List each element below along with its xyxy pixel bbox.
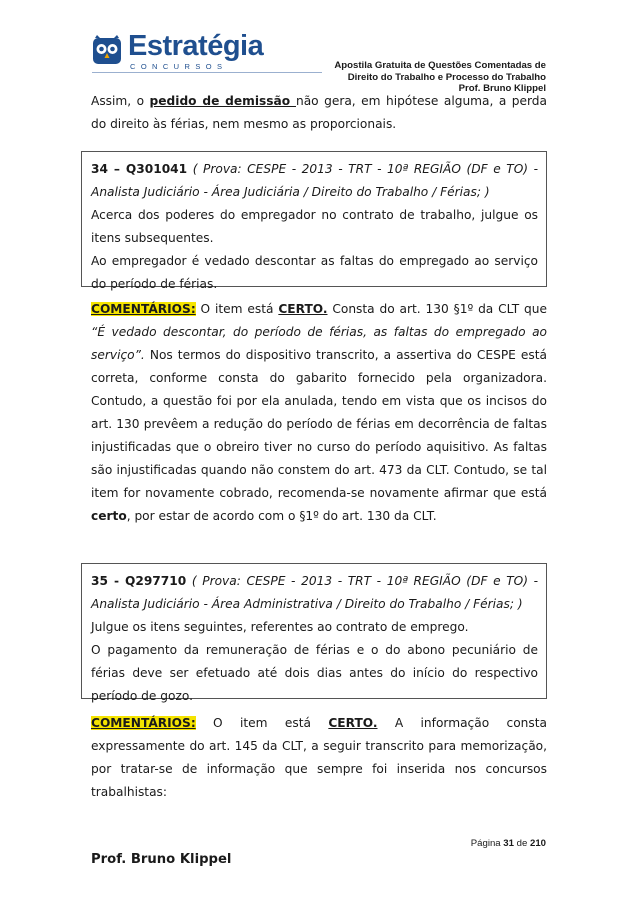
logo-subtitle: CONCURSOS <box>130 62 228 71</box>
comment-34-certo: certo <box>91 509 127 523</box>
comment-35-verdict: CERTO. <box>328 716 378 730</box>
question-35-box <box>81 563 547 703</box>
header-line-1: Apostila Gratuita de Questões Comentadas de <box>334 60 546 71</box>
page-label: Página <box>470 838 504 849</box>
comment-34-text-2: Consta do art. 130 §1º da CLT que <box>327 302 547 316</box>
question-34-stem: Acerca dos poderes do empregador no contrato de trabalho, julgue os itens subsequentes. <box>91 208 538 245</box>
comment-35-label: COMENTÁRIOS: <box>91 716 196 730</box>
question-35-id: 35 - Q297710 <box>91 574 187 588</box>
intro-term: pedido de demissão <box>149 94 296 108</box>
comment-35-text-1: O item está <box>195 716 329 730</box>
comment-34-verdict: CERTO. <box>278 302 328 316</box>
question-35-item: O pagamento da remuneração de férias e o do abono pecuniário de férias deve ser efetuado até dois dias antes do início do respectivo período de gozo. <box>91 643 538 703</box>
question-34-source: ( Prova: CESPE - 2013 - TRT - 10ª REGIÃO (DF e TO) - Analista Judiciário - Área Judiciária / Direito do Trabalho / Férias; ) <box>91 162 538 199</box>
intro-text-2: não gera, em hipótese alguma, a perda do direito às férias, nem mesmo as proporcionais. <box>91 94 547 131</box>
page-number <box>471 838 546 849</box>
logo-divider <box>92 72 322 73</box>
comment-34-text-1: O item está <box>195 302 279 316</box>
footer-author: Prof. Bruno Klippel <box>91 852 232 867</box>
question-35-source: ( Prova: CESPE - 2013 - TRT - 10ª REGIÃO (DF e TO) - Analista Judiciário - Área Administrativa / Direito do Trabalho / Férias; ) <box>91 574 538 611</box>
comment-34-label: COMENTÁRIOS: <box>91 302 196 316</box>
owl-logo-icon <box>92 35 122 65</box>
intro-paragraph <box>91 90 547 136</box>
page-current: 31 <box>503 838 514 849</box>
question-34-item: Ao empregador é vedado descontar as faltas do empregado ao serviço do período de férias. <box>91 254 538 291</box>
question-34-id: 34 – Q301041 <box>91 162 188 176</box>
page-of-label: de <box>513 838 530 849</box>
page-total: 210 <box>529 838 546 849</box>
comment-34-text-4: , por estar de acordo com o §1º do art. 130 da CLT. <box>126 509 437 523</box>
comment-34 <box>91 298 547 528</box>
comment-34-quote: “É vedado descontar, do período de férias, as faltas do empregado ao serviço”. <box>91 325 547 362</box>
question-34-box <box>81 151 547 291</box>
header-line-2: Direito do Trabalho e Processo do Trabalho <box>347 71 546 83</box>
logo-wordmark: Estratégia <box>128 30 264 62</box>
intro-text-1: Assim, o <box>91 94 150 108</box>
header-line-3: Prof. Bruno Klippel <box>458 83 546 94</box>
comment-34-text-3: Nos termos do dispositivo transcrito, a assertiva do CESPE está correta, conforme consta do gabarito fornecido pela organizadora. Contudo, a questão foi por ela anulada, tendo em vista que os incisos do art. 130 prevêem a redução do período de férias em decorrência de faltas injustificadas que o obreiro tiver no curso do período aquisitivo. As faltas são injustificadas quando não constem do art. 473 da CLT. Contudo, se tal item for novamente cobrado, recomenda-se novamente afirmar que está <box>91 348 547 500</box>
comment-35-text-2: A informação consta expressamente do art. 145 da CLT, a seguir transcrito para memorização, por tratar-se de informação que sempre foi inserida nos concursos trabalhistas: <box>91 716 547 799</box>
question-35-stem: Julgue os itens seguintes, referentes ao contrato de emprego. <box>91 620 469 634</box>
estrategia-logo <box>92 30 264 75</box>
comment-35 <box>91 712 547 804</box>
